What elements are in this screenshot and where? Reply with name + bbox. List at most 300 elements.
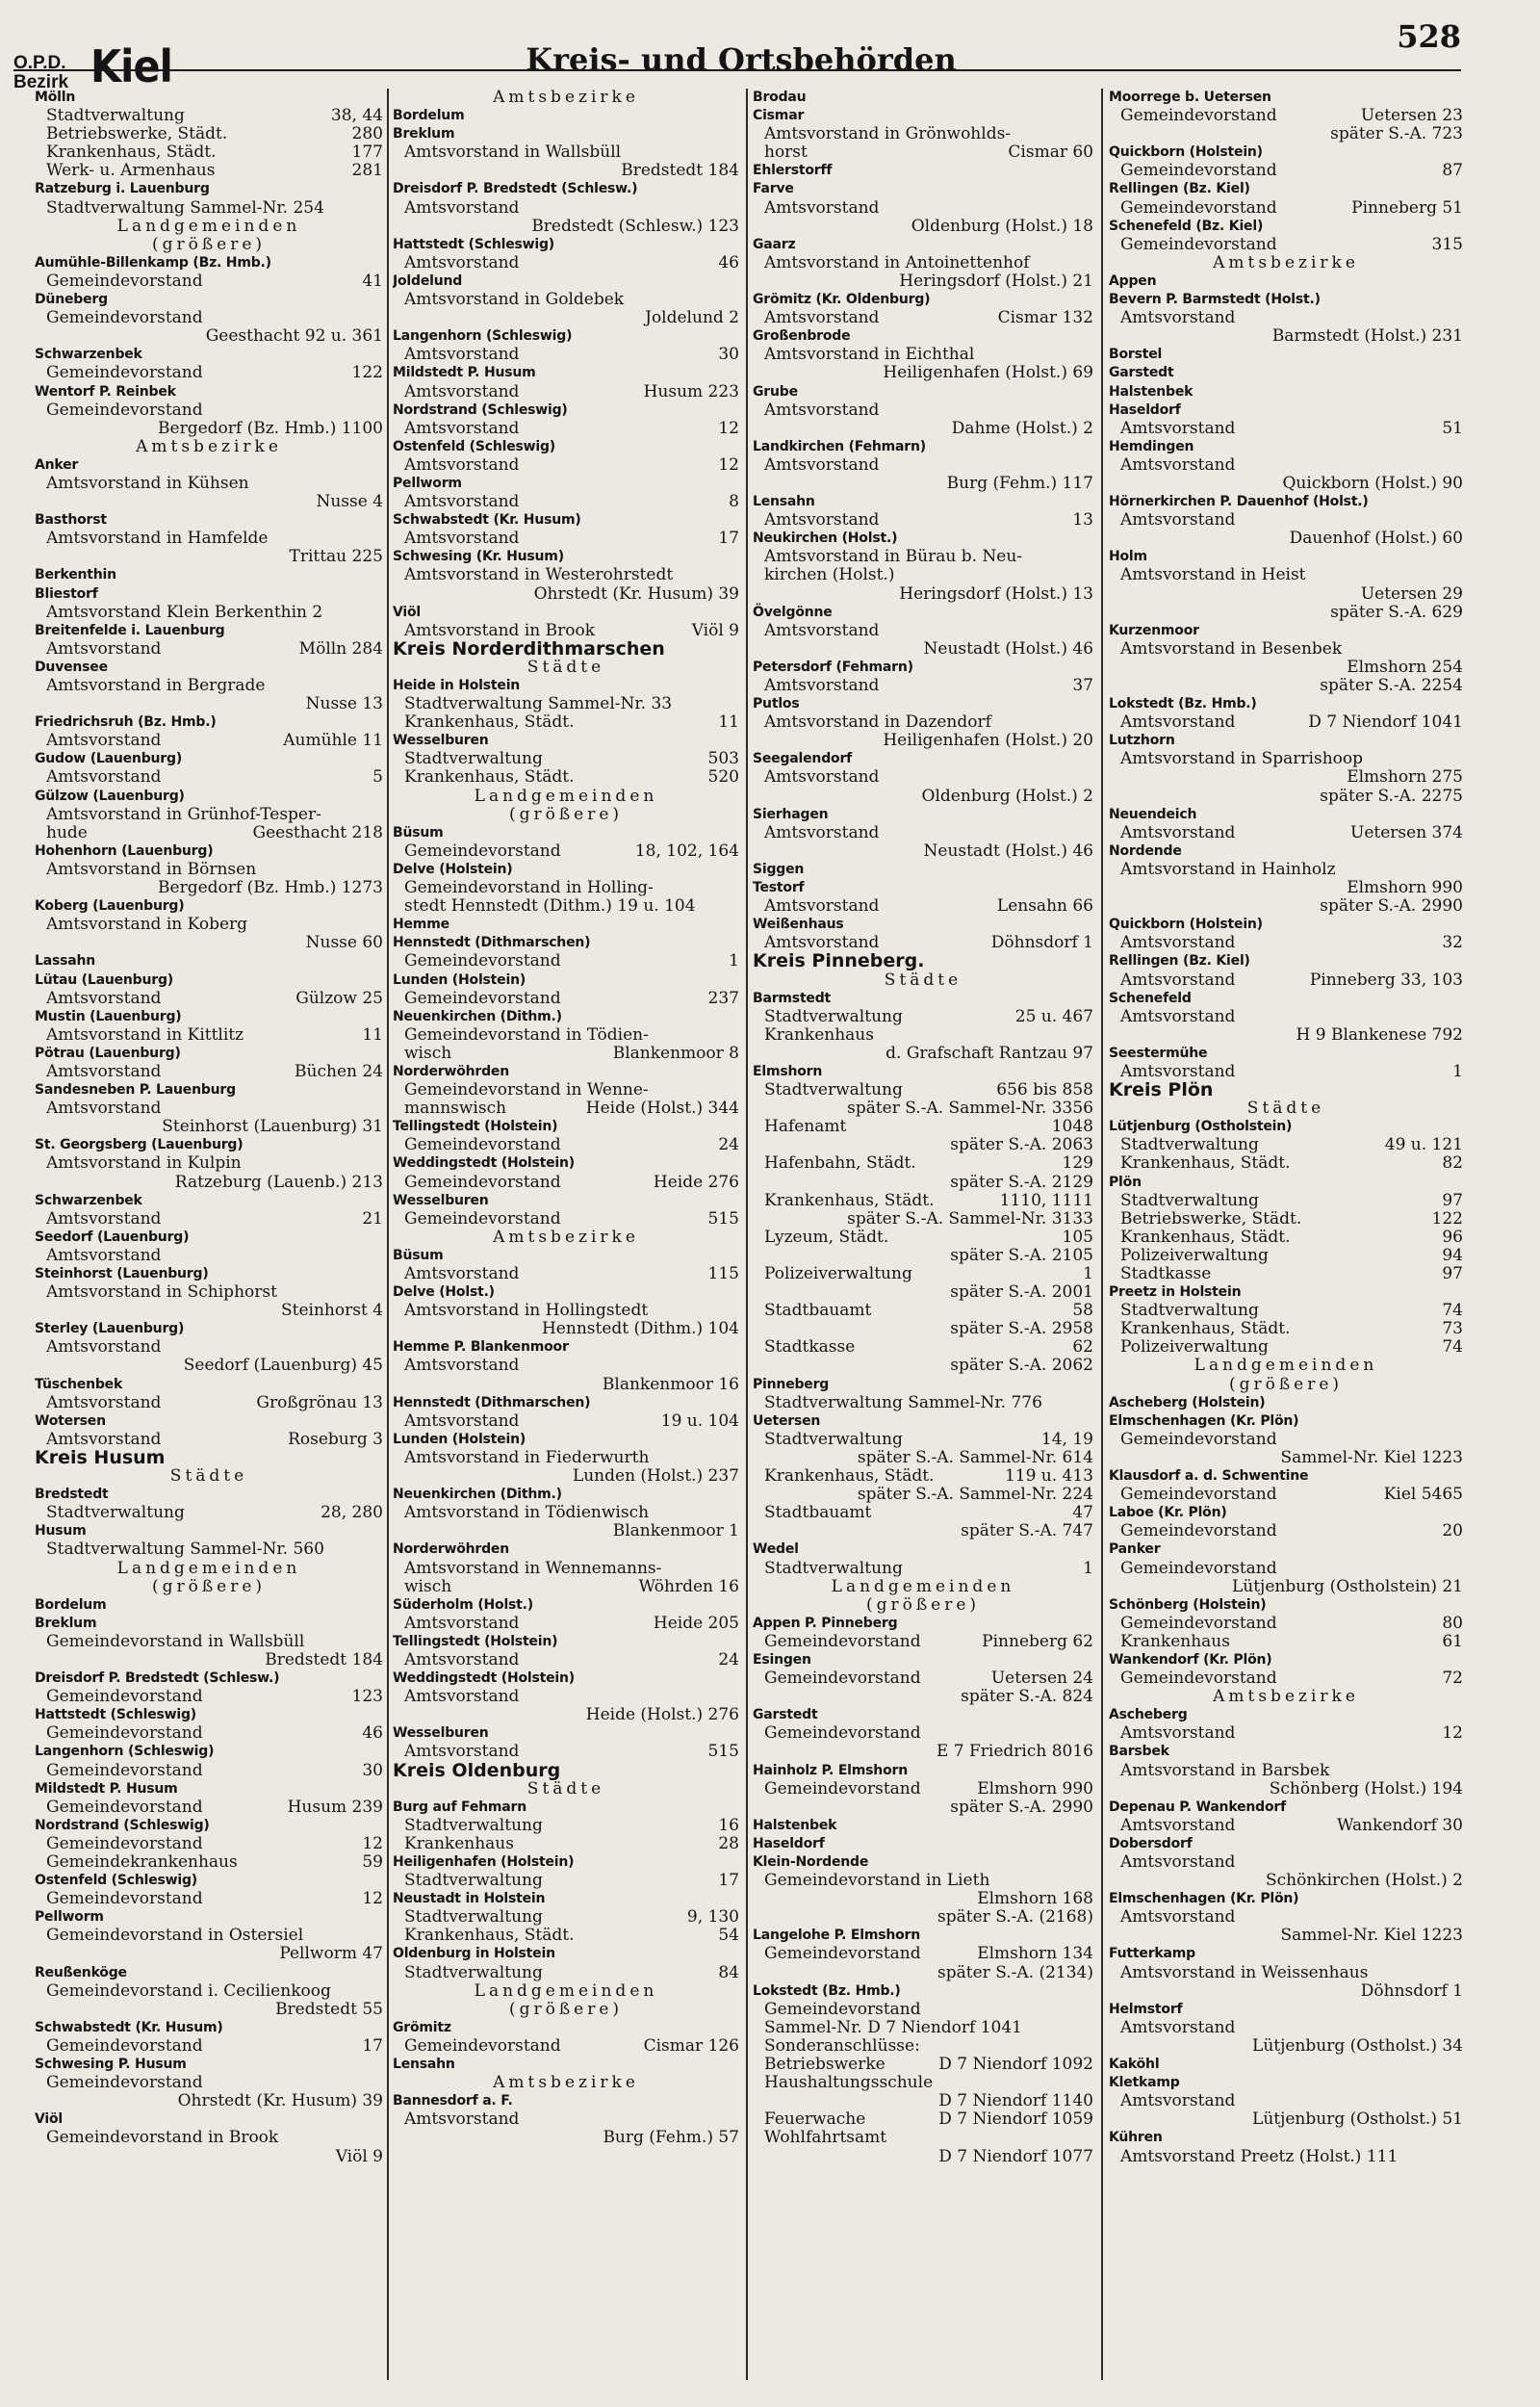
entry-text: Friedrichsruh (Bz. Hmb.): [35, 714, 217, 731]
office-entry: [393, 1504, 739, 1522]
entry-text: Anker: [35, 456, 79, 473]
entry-text: Sandesneben P. Lauenburg: [35, 1082, 236, 1099]
phone-number: 105: [1062, 1227, 1093, 1247]
entry-text: Amtsvorstand in Börnsen: [46, 859, 257, 879]
place-name: [393, 180, 739, 198]
phone-number: 12: [362, 1833, 383, 1853]
entry-text: Amtsvorstand: [404, 418, 520, 438]
entry-text: Städte: [526, 657, 605, 677]
entry-text: Amtsvorstand: [46, 1245, 162, 1265]
phone-number: Gülzow 25: [295, 988, 383, 1008]
entry-text: Gemeindevorstand: [46, 1797, 203, 1817]
entry-text: Landgemeinden: [116, 216, 301, 236]
phone-number: Lütjenburg (Ostholst.) 51: [1252, 2109, 1463, 2130]
entry-text: Krankenhaus, Städt.: [404, 1926, 575, 1946]
entry-text: Breklum: [393, 126, 455, 142]
entry-text: Haushaltungsschule: [764, 2073, 934, 2093]
phone-continuation: [753, 364, 1093, 382]
entry-text: Mustin (Lauenburg): [35, 1008, 182, 1024]
office-entry: [753, 2001, 1093, 2019]
phone-number: 122: [1431, 1208, 1463, 1229]
entry-text: Amtsvorstand: [1120, 933, 1236, 953]
entry-text: Amtsvorstand in Bürau b. Neu-: [764, 547, 1023, 567]
place-name: [1109, 1394, 1463, 1412]
entry-text: Polizeiverwaltung: [764, 1264, 912, 1283]
phone-number: 13: [1072, 510, 1093, 531]
phone-number: 49 u. 121: [1384, 1135, 1463, 1155]
place-name: [1109, 1799, 1463, 1817]
entry-text: Nordstrand (Schleswig): [393, 401, 568, 418]
entry-text: Farve: [753, 181, 794, 197]
entry-text: Polizeiverwaltung: [1120, 1337, 1269, 1358]
entry-text: Büsum: [393, 824, 444, 841]
entry-text: Mildstedt P. Husum: [393, 365, 536, 381]
entry-text: Pellworm: [35, 1909, 104, 1926]
entry-text: Lassahn: [35, 953, 96, 970]
office-entry: [1109, 456, 1463, 475]
office-entry: [1109, 1724, 1463, 1743]
entry-text: Neuendeich: [1109, 806, 1197, 822]
entry-text: Neuenkirchen (Dithm.): [393, 1008, 562, 1024]
phone-number: Wankendorf 30: [1337, 1815, 1463, 1835]
office-entry: [35, 1853, 383, 1872]
phone-number: 12: [362, 1889, 383, 1909]
place-name: [1109, 1540, 1463, 1559]
entry-text: Amtsvorstand in Kittlitz: [46, 1024, 244, 1045]
entry-text: Amtsvorstand: [1120, 2091, 1236, 2111]
entry-text: Schönberg (Holstein): [1109, 1596, 1267, 1613]
entry-text: Amtsvorstand: [1120, 418, 1236, 438]
phone-number: 281: [351, 161, 383, 181]
entry-text: Amtsvorstand: [1120, 1852, 1236, 1872]
place-name: [35, 897, 383, 916]
office-entry: [753, 1724, 1093, 1743]
entry-text: Amtsvorstand: [404, 2109, 520, 2130]
entry-text: Ratzeburg i. Lauenburg: [35, 181, 210, 197]
phone-number: 59: [362, 1852, 383, 1872]
phone-continuation: [1109, 2110, 1463, 2129]
entry-text: horst: [764, 142, 808, 163]
office-entry: [35, 916, 383, 934]
entry-text: Amtsvorstand: [1120, 510, 1236, 531]
office-entry: [35, 162, 383, 180]
entry-text: Barmstedt: [753, 990, 832, 1006]
office-entry: [1109, 162, 1463, 180]
office-entry: [393, 1265, 739, 1283]
phone-number: 74: [1442, 1337, 1463, 1358]
entry-text: Amtsvorstand: [1120, 1061, 1236, 1081]
place-name: [393, 824, 739, 842]
entry-text: Bannesdorf a. F.: [393, 2093, 513, 2109]
phone-continuation: [1109, 530, 1463, 548]
entry-text: Amtsvorstand: [46, 767, 162, 788]
phone-continuation: [753, 1247, 1093, 1265]
entry-text: Amtsvorstand Preetz (Holst.) 111: [1120, 2146, 1399, 2166]
entry-text: Büsum: [393, 1247, 444, 1263]
office-entry: [35, 272, 383, 291]
place-name: [393, 916, 739, 934]
entry-text: Lunden (Holstein): [393, 971, 526, 988]
entry-text: Lensahn: [393, 2057, 455, 2073]
phone-number: Trittau 225: [289, 547, 383, 567]
office-entry: [393, 750, 739, 768]
entry-text: Krankenhaus, Städt.: [1120, 1319, 1291, 1339]
entry-text: Ostenfeld (Schleswig): [393, 438, 555, 454]
phone-number: 119 u. 413: [1004, 1466, 1093, 1487]
phone-number: Bergedorf (Bz. Hmb.) 1273: [158, 878, 383, 898]
entry-text: Amtsvorstand: [1120, 1815, 1236, 1835]
entry-text: Amtsvorstand: [764, 896, 880, 917]
office-entry: [35, 1026, 383, 1045]
place-name: [393, 1063, 739, 1081]
phone-number: 54: [718, 1926, 739, 1946]
place-name: [393, 2056, 739, 2074]
place-name: [35, 1706, 383, 1724]
entry-text: Lyzeum, Städt.: [764, 1227, 889, 1247]
entry-text: Amtsvorstand: [764, 454, 880, 475]
entry-text: Gemeindevorstand: [46, 400, 203, 420]
section-heading: [35, 1560, 383, 1578]
office-entry: [1109, 1210, 1463, 1229]
office-entry: [753, 1338, 1093, 1357]
entry-text: Petersdorf (Fehmarn): [753, 659, 913, 675]
office-entry: [753, 2129, 1093, 2147]
phone-continuation: [753, 1799, 1093, 1817]
entry-text: Neukirchen (Holst.): [753, 531, 898, 547]
entry-text: Stadtverwaltung: [46, 1503, 185, 1523]
entry-text: Amtsvorstand: [46, 988, 162, 1008]
office-entry: [393, 420, 739, 438]
phone-number: Ratzeburg (Lauenb.) 213: [174, 1172, 383, 1192]
phone-number: 94: [1442, 1245, 1463, 1265]
directory-column-4: [1109, 89, 1463, 2390]
entry-text: Pinneberg: [753, 1376, 830, 1392]
phone-number: 11: [718, 712, 739, 733]
office-entry: [1109, 971, 1463, 990]
place-name: [753, 180, 1093, 198]
place-name: [1109, 89, 1463, 107]
office-entry: [753, 2019, 1093, 2037]
entry-text: Städte: [884, 970, 962, 990]
phone-number: Heiligenhafen (Holst.) 69: [883, 363, 1093, 383]
entry-text: Gemeindevorstand: [1120, 1669, 1277, 1689]
office-entry: [35, 806, 383, 824]
phone-number: 25 u. 467: [1014, 1006, 1093, 1026]
office-entry: [393, 199, 739, 218]
phone-continuation: [1109, 677, 1463, 695]
entry-text: Amtsvorstand: [404, 197, 520, 218]
entry-text: Amtsvorstand: [46, 638, 162, 659]
entry-text: Krankenhaus, Städt.: [46, 142, 217, 163]
phone-number: Uetersen 23: [1360, 106, 1463, 126]
office-entry: [1109, 1615, 1463, 1633]
office-entry: [1109, 1908, 1463, 1927]
phone-number: 51: [1442, 418, 1463, 438]
office-entry: [35, 143, 383, 162]
entry-text: Langelohe P. Elmshorn: [753, 1928, 921, 1944]
entry-text: Amtsvorstand: [404, 1613, 520, 1633]
place-name: [35, 842, 383, 861]
place-name: [753, 1762, 1093, 1780]
place-name: [753, 990, 1093, 1008]
office-entry: [393, 1174, 739, 1192]
place-name: [35, 254, 383, 272]
place-name: [393, 272, 739, 291]
place-name: [1109, 695, 1463, 713]
office-entry: [393, 2110, 739, 2129]
phone-number: 97: [1442, 1190, 1463, 1210]
entry-text: Stadtverwaltung Sammel-Nr. 254: [46, 197, 324, 218]
entry-text: Amtsvorstand: [404, 252, 520, 272]
phone-continuation: [1109, 604, 1463, 622]
office-entry: [1109, 1136, 1463, 1154]
place-name: [35, 89, 383, 107]
phone-continuation: [1109, 1927, 1463, 1945]
phone-continuation: [393, 1522, 739, 1540]
entry-text: Krankenhaus, Städt.: [404, 767, 575, 788]
place-name: [35, 713, 383, 732]
entry-text: Stadtverwaltung Sammel-Nr. 33: [404, 694, 673, 714]
phone-number: später S.-A. 2129: [950, 1172, 1093, 1192]
place-name: [35, 2056, 383, 2074]
entry-text: Weddingstedt (Holstein): [393, 1670, 575, 1687]
phone-continuation: [35, 1118, 383, 1136]
entry-text: Gemeindevorstand: [404, 1135, 561, 1155]
phone-number: 515: [707, 1742, 739, 1762]
entry-text: Hemme: [393, 917, 449, 933]
place-name: [753, 1982, 1093, 2001]
entry-text: Ehlerstorff: [753, 163, 833, 179]
entry-text: Gemeindevorstand in Wenne-: [404, 1080, 649, 1100]
phone-number: später S.-A. 2063: [950, 1135, 1093, 1155]
phone-number: Neustadt (Holst.) 46: [923, 638, 1093, 659]
phone-number: H 9 Blankenese 792: [1296, 1024, 1463, 1045]
place-name: [1109, 364, 1463, 382]
entry-text: Joldelund: [393, 272, 463, 289]
entry-text: Gemeindevorstand: [764, 1944, 921, 1964]
phone-number: später S.-A. 824: [961, 1687, 1093, 1707]
phone-number: Heringsdorf (Holst.) 21: [899, 271, 1093, 291]
entry-text: Rellingen (Bz. Kiel): [1109, 181, 1250, 197]
entry-text: Kurzenmoor: [1109, 622, 1199, 638]
office-entry: [1109, 2019, 1463, 2037]
phone-continuation: [35, 493, 383, 511]
entry-text: Gemeindevorstand: [1120, 1485, 1277, 1505]
entry-text: Hattstedt (Schleswig): [393, 236, 554, 252]
phone-continuation: [753, 1688, 1093, 1706]
entry-text: Amtsvorstand: [764, 620, 880, 640]
entry-text: Süderholm (Holst.): [393, 1596, 533, 1613]
phone-number: 17: [718, 529, 739, 549]
entry-text: Grömitz (Kr. Oldenburg): [753, 292, 931, 308]
phone-number: d. Grafschaft Rantzau 97: [886, 1043, 1093, 1063]
entry-text: Plön: [1109, 1174, 1142, 1190]
phone-continuation: [753, 1908, 1093, 1927]
phone-number: Uetersen 374: [1350, 822, 1463, 842]
entry-text: Cismar: [753, 108, 805, 124]
entry-text: Gemeindevorstand: [1120, 1558, 1277, 1578]
office-entry: [35, 604, 383, 622]
place-name: [1109, 1504, 1463, 1522]
entry-text: Gemeindevorstand: [404, 1208, 561, 1229]
entry-text: Elmschenhagen (Kr. Plön): [1109, 1412, 1299, 1429]
phone-number: später S.-A. Sammel-Nr. 614: [857, 1447, 1093, 1467]
entry-text: Bevern P. Barmstedt (Holst.): [1109, 292, 1321, 308]
entry-text: Grube: [753, 383, 798, 400]
office-entry: [1109, 1486, 1463, 1504]
phone-number: Burg (Fehm.) 57: [603, 2128, 739, 2148]
phone-number: 82: [1442, 1153, 1463, 1174]
entry-text: Amtsvorstand in Grünhof-Tesper-: [46, 804, 321, 824]
place-name: [35, 2110, 383, 2129]
entry-text: Gemeindevorstand: [404, 2035, 561, 2056]
entry-text: Garstedt: [1109, 365, 1174, 381]
phone-number: Nusse 4: [316, 492, 383, 512]
place-name: [393, 1431, 739, 1449]
office-entry: [35, 1982, 383, 2001]
place-name: [393, 861, 739, 879]
phone-number: später S.-A. 747: [961, 1521, 1093, 1541]
office-entry: [1109, 566, 1463, 584]
entry-text: Halstenbek: [1109, 383, 1194, 400]
place-name: [35, 788, 383, 806]
entry-text: Amtsvorstand: [1120, 454, 1236, 475]
place-name: [1109, 2001, 1463, 2019]
phone-continuation: [753, 1283, 1093, 1302]
entry-text: Gemeindevorstand: [1120, 197, 1277, 218]
entry-text: Amtsbezirke: [1213, 252, 1359, 272]
place-name: [393, 1008, 739, 1026]
entry-text: Stadtverwaltung Sammel-Nr. 560: [46, 1540, 324, 1560]
phone-continuation: [753, 1136, 1093, 1154]
section-heading: [1109, 1688, 1463, 1706]
entry-text: Lunden (Holstein): [393, 1431, 526, 1447]
place-name: [393, 438, 739, 456]
entry-text: Amtsvorstand: [404, 345, 520, 365]
entry-text: Amtsvorstand in Heist: [1120, 565, 1306, 585]
office-entry: [753, 456, 1093, 475]
phone-number: Viöl 9: [691, 620, 739, 640]
office-entry: [753, 125, 1093, 143]
office-entry: [1109, 934, 1463, 952]
phone-number: später S.-A. 2990: [1320, 896, 1463, 917]
place-name: [1109, 1045, 1463, 1063]
entry-text: Stadtverwaltung: [404, 1907, 543, 1928]
entry-text: Betriebswerke: [764, 2055, 886, 2075]
phone-number: 47: [1072, 1503, 1093, 1523]
phone-number: 16: [718, 1815, 739, 1835]
entry-text: Amtsvorstand in Weissenhaus: [1120, 1962, 1369, 1982]
office-entry: [1109, 1633, 1463, 1651]
place-name: [753, 1615, 1093, 1633]
phone-number: 515: [707, 1208, 739, 1229]
entry-text: Landgemeinden: [474, 1980, 658, 2001]
phone-number: Kiel 5465: [1383, 1485, 1463, 1505]
place-name: [35, 291, 383, 309]
phone-number: Heringsdorf (Holst.) 13: [899, 583, 1093, 604]
phone-number: Heide 205: [653, 1613, 739, 1633]
office-entry: [753, 2056, 1093, 2074]
phone-number: später S.-A. 2958: [950, 1319, 1093, 1339]
opd-label: [13, 54, 71, 92]
section-heading: [753, 971, 1093, 990]
office-entry: [753, 1026, 1093, 1045]
entry-text: Landgemeinden: [1194, 1356, 1378, 1376]
entry-text: Hattstedt (Schleswig): [35, 1707, 196, 1723]
entry-text: Ascheberg: [1109, 1707, 1188, 1723]
place-name: [393, 107, 739, 125]
entry-text: Wedel: [753, 1541, 799, 1558]
place-name: [1109, 383, 1463, 401]
place-name: [1109, 2056, 1463, 2074]
entry-text: Amtsvorstand: [764, 197, 880, 218]
entry-text: Krankenhaus, Städt.: [1120, 1227, 1291, 1247]
phone-number: Heiligenhafen (Holst.) 20: [883, 731, 1093, 751]
phone-continuation: [35, 1357, 383, 1375]
entry-text: Berkenthin: [35, 567, 116, 583]
phone-number: 1: [1083, 1558, 1093, 1578]
entry-text: Amtsvorstand: [764, 933, 880, 953]
phone-number: Mölln 284: [298, 638, 383, 659]
place-name: [1109, 1596, 1463, 1615]
office-entry: [753, 2074, 1093, 2092]
entry-text: Bredstedt: [35, 1487, 109, 1503]
place-name: [35, 952, 383, 971]
place-name: [393, 1596, 739, 1615]
place-name: [35, 1908, 383, 1927]
office-entry: [393, 566, 739, 584]
district-heading: [1109, 1081, 1463, 1100]
phone-number: Ohrstedt (Kr. Husum) 39: [177, 2091, 383, 2111]
entry-text: Appen: [1109, 272, 1157, 289]
office-entry: [393, 768, 739, 787]
phone-continuation: [1109, 659, 1463, 677]
place-name: [35, 456, 383, 475]
phone-number: Heide (Holst.) 344: [585, 1099, 739, 1119]
place-name: [1109, 1118, 1463, 1136]
place-name: [393, 475, 739, 493]
phone-number: Blankenmoor 16: [602, 1374, 739, 1394]
place-name: [1109, 1412, 1463, 1431]
phone-continuation: [35, 548, 383, 566]
phone-continuation: [753, 732, 1093, 750]
place-name: [393, 1247, 739, 1265]
phone-number: Dauenhof (Holst.) 60: [1289, 529, 1463, 549]
entry-text: Amtsvorstand in Sparrishoop: [1120, 749, 1364, 769]
entry-text: stedt Hennstedt (Dithm.) 19 u. 104: [404, 896, 696, 917]
phone-continuation: [393, 309, 739, 327]
place-name: [393, 1540, 739, 1559]
office-entry: [393, 493, 739, 511]
place-name: [35, 1596, 383, 1615]
place-name: [753, 604, 1093, 622]
entry-text: Husum: [35, 1523, 87, 1540]
place-name: [1109, 952, 1463, 971]
phone-continuation: [1109, 768, 1463, 787]
place-name: [1109, 842, 1463, 861]
entry-text: Schwarzenbek: [35, 347, 142, 363]
phone-continuation: [753, 1045, 1093, 1063]
entry-text: Klausdorf a. d. Schwentine: [1109, 1468, 1309, 1485]
phone-number: Hennstedt (Dithm.) 104: [541, 1319, 739, 1339]
place-name: [393, 511, 739, 530]
office-entry: [753, 1118, 1093, 1136]
phone-continuation: [393, 1467, 739, 1486]
phone-number: später S.-A. 2062: [950, 1356, 1093, 1376]
entry-text: Amtsvorstand in Brook: [404, 620, 596, 640]
phone-continuation: [1109, 1982, 1463, 2001]
office-entry: [1109, 1320, 1463, 1338]
